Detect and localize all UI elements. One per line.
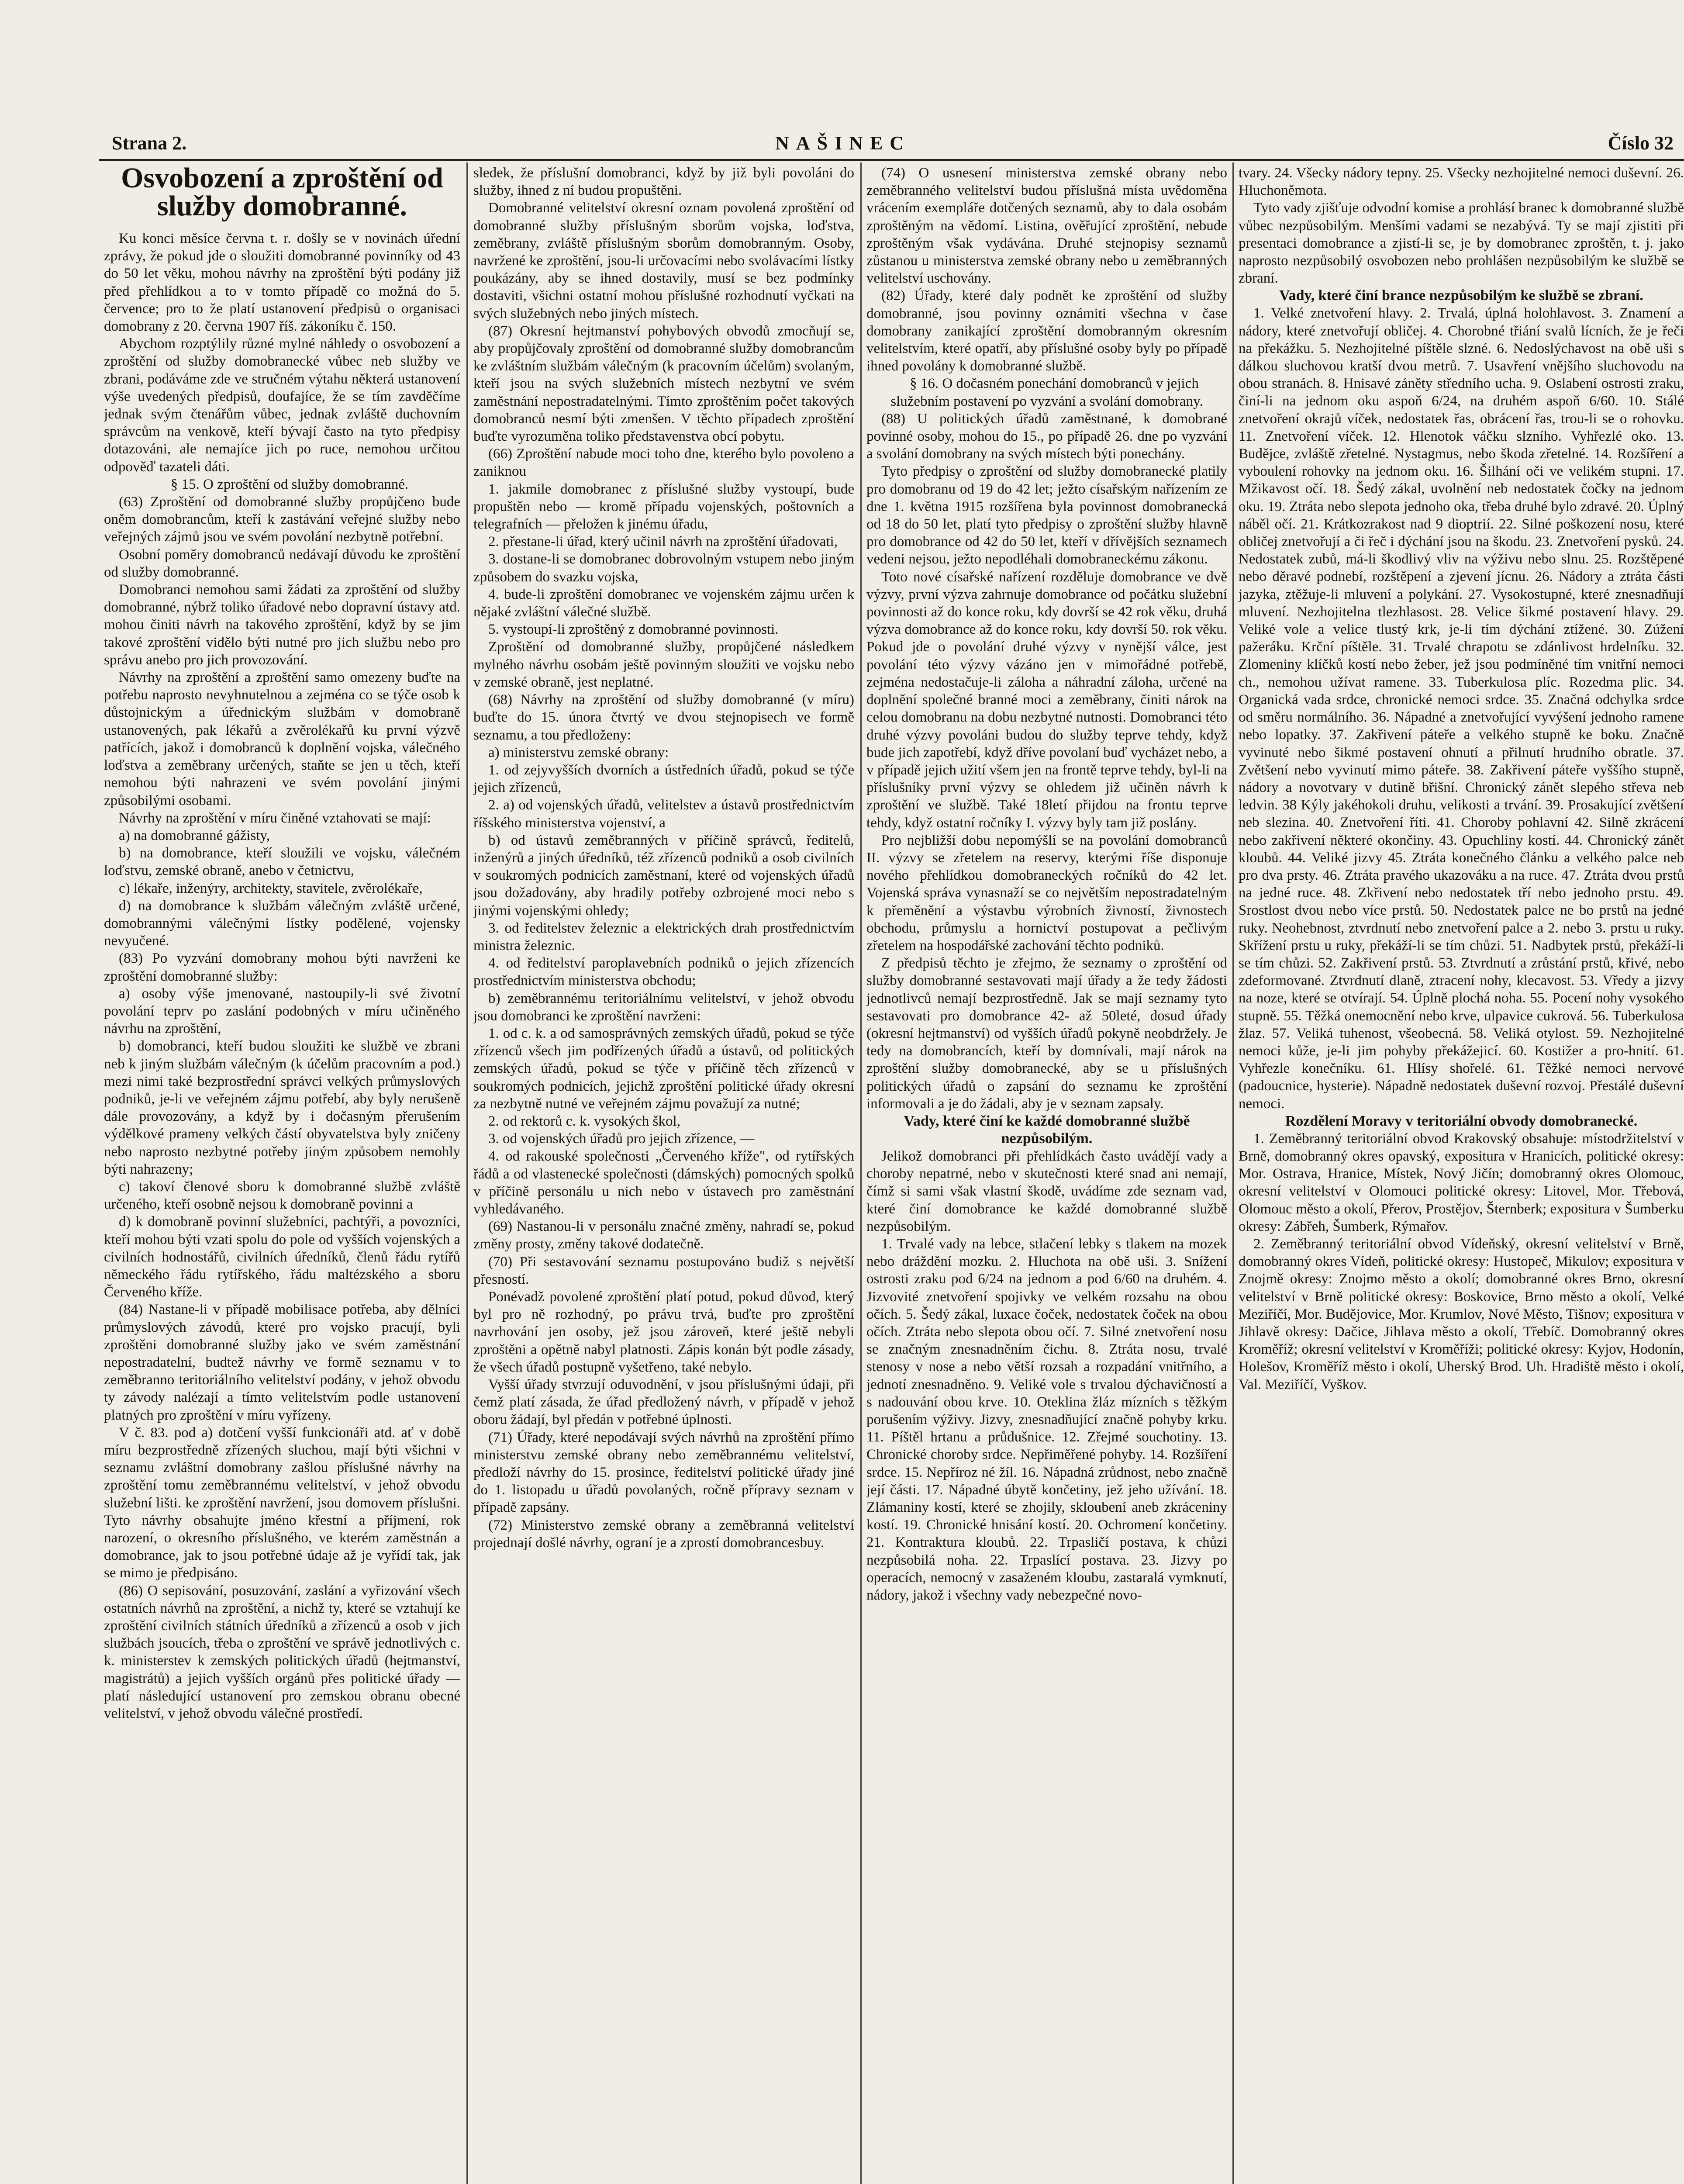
list-item: d) na domobrance k službám válečným zvláště určené, domobrannými válečnými lístky podělené, vojensky nevyučené. xyxy=(104,898,460,949)
column-divider xyxy=(860,162,862,2184)
paragraph: Pro nejbližší dobu nepomýšlí se na povolání domobranců II. výzvy se zřetelem na reservy, kterými říše disponuje nového přehlídkou domobraneckých ročníků do 42 let. Vojenská správa vynasnaží se co největším nepostradatelným k přeměnění a výstavbu výrobních živností, živnostech obchodu, průmyslu a hornictví postupovat a pečlivým zřetelem na hospodářské zachování těchto podniků. xyxy=(866,832,1227,954)
paragraph: (66) Zproštění nabude moci toho dne, kterého bylo povoleno a zaniknou xyxy=(473,446,854,480)
paragraph: tvary. 24. Všecky nádory tepny. 25. Všecky nezhojitelné nemoci duševní. 26. Hluchoněmota. xyxy=(1239,165,1684,199)
top-rule xyxy=(99,159,1684,161)
paragraph: Osobní poměry domobranců nedávají důvodu ke zproštění od služby domobranné. xyxy=(104,546,460,580)
list-item: 2. a) od vojenských úřadů, velitelstev a ústavů prostřednictvím říšského ministerstva vojenství, a xyxy=(473,797,854,831)
paragraph: 1. Trvalé vady na lebce, stlačení lebky s tlakem na mozek nebo dráždění mozku. 2. Hluchota na obě uši. 3. Snížení ostrosti zraku pod 6/24 na jednom a pod 6/60 na druhém. 4. Jizvovité znetvoření spojivky ve velkém rozsahu na obou očích. 5. Šedý zákal, luxace čoček, nedostatek čoček na obou očích. Ztráta nebo slepota obou očí. 7. Silné znetvoření nosu se značným znesnadněním čichu. 8. Ztráta nosu, trvalé stenosy v nose a nebo větší rozsah a rozpadání vnitřního, a jednotí znesnadněno. 9. Veliké vole s trvalou dýchavičností a s nadouvání obou krve. 10. Oteklina žláz mízních s těžkým porušením výživy. Jizvy, znesnadňující značně pohyby krku. 11. Píštěl hrtanu a průdušnice. 12. Zřejmé souchotiny. 13. Chronické choroby srdce. Nepřiměřené pohyby. 14. Rozšíření srdce. 15. Nepříroz né žíl. 16. Nápadná zrůdnost, nebo značně její části. 17. Nápadné úbytě končetiny, jež jeho užívání. 18. Zlámaniny kostí, které se zhojily, skloubení aneb zkráceniny kostí. 19. Chronické hnisání kostí. 20. Ochromení končetiny. 21. Kontraktura kloubů. 22. Trpasličí postava, k chůzi nezpůsobilá noha. 22. Trpaslící postava. 23. Jizvy po operacích, nemocný v zasaženém kloubu, zastaralá vymknutí, nádory, jakož i všechny vady nebezpečné novo- xyxy=(866,1236,1227,1603)
paragraph: (84) Nastane-li v případě mobilisace potřeba, aby dělníci průmyslových závodů, které pro vojsko pracují, byli zproštěni domobranné služby jako ve svém zaměstnání nepostradatelní, budtež návrhy ve formě seznamu v to zeměbranno teritoriálního velitelství podány, v jehož obvodu ty závody nalézají a tímto velitelstvím podle ustanovení platných pro zproštění v míru vyřízeny. xyxy=(104,1302,460,1423)
list-item: 4. od rakouské společnosti „Červeného kříže", od rytířských řádů a od vlastenecké společnosti (dámských) pomocných spolků v příčině personálu u nich nebo v ústavech pro zaměstnání vyhledávaného. xyxy=(473,1148,854,1217)
paragraph: Toto nové císařské nařízení rozděluje domobrance ve dvě výzvy, první výzva zahrnuje domobrance od počátku služební povinnosti až do konce roku, kdy dovrší se 42 rok věku, druhá výzva domobrance až do konce roku, kdy dovrší 50. rok věku. Pokud jde o povolání druhé výzvy v nynější válce, jest povolání této výzvy vázáno jen v mimořádné potřebě, zejména nedostačuje-li záloha a náhradní záloha, určené na doplnění společné branné moci a zeměbrany, činiti nárok na celou domobranu na dobu nezbytné nutnosti. Domobranci této druhé výzvy povoláni budou do služby teprve tehdy, když bude jich zapotřebí, když dříve povolaní buď vycházet nebo, a v případě jejich užití všem jen na frontě teprve tehdy, byl-li na příslušníky první výzvy se ohledem již učiněn návrh k zproštění ve službě. Také 18letí přijdou na frontu teprve tehdy, když ostatní ročníky I. výzvy byly tam již poslány. xyxy=(866,569,1227,831)
paragraph: (74) O usnesení ministerstva zemské obrany nebo zeměbranného velitelství budou příslušná místa uvědoměna vrácením exempláře dotčených seznamů, aby to dala osobám zproštěným na vědomí. Listina, ověřující zproštění, nebude zproštěným však vydávána. Druhé stejnopisy seznamů zůstanou u ministerstva zemské obrany nebo u zeměbranných velitelství uschovány. xyxy=(866,165,1227,287)
paragraph: Vyšší úřady stvrzují oduvodnění, v jsou příslušnými údaji, při čemž platí zásada, že úřad předložený návrh, v případě v jehož oboru žádají, byl předán v potřebné úplnosti. xyxy=(473,1377,854,1428)
paragraph: (86) O sepisování, posuzování, zaslání a vyřizování všech ostatních návrhů na zproštění, a nichž ty, které se vztahují ke zproštění civilních státních úředníků a zřízenců a osob v jich službách jsoucích, třeba o zproštění ve správě jednotlivých c. k. ministerstev k zemských politických úřadů (hejtmanství, magistrátů) a jejich vyšších orgánů přes politické úřady — platí následující ustanovení pro zemskou obranu obecné velitelství, v jehož obvodu válečné prostředí. xyxy=(104,1583,460,1722)
list-item: 2. od rektorů c. k. vysokých škol, xyxy=(488,1113,680,1129)
paragraph: Abychom rozptýlily různé mylné náhledy o osvobození a zproštění od služby domobranecké vůbec neb služby ve zbrani, podáváme zde ve stručném výtahu některá ustanovení výše uvedených předpisů, doufajíce, že se tím zavděčíme jednak svým čtenářům vůbec, jednak zvláště duchovním správcům na venkově, kteří bývají často na tyto předpisy dotazováni, ale nemajíce jich po ruce, nemohou určitou odpověď tazateli dáti. xyxy=(104,336,460,475)
paragraph: Ku konci měsíce června t. r. došly se v novinách úřední zprávy, že pokud jde o sloužiti domobranné povinníky od 43 do 50 let věku, mohou návrhy na zproštění býti podány již před přehlídkou a to v tomto případě co možná do 5. července; pro to že platí ustanovení předpisů o organisaci domobrany z 20. června 1907 říš. zákoníku č. 150. xyxy=(104,231,460,335)
list-item: 1. od zejyvyšších dvorních a ústředních úřadů, pokud se týče jejich zřízenců, xyxy=(473,762,854,796)
section-heading: § 16. O dočasném ponechání domobranců v jejich služebním postavení po vyzvání a svolání domobrany. xyxy=(890,376,1203,409)
paragraph: 1. Zeměbranný teritoriální obvod Krakovský obsahuje: místodržitelství v Brně, domobranný okres opavský, expositura v Hranicích, politické okresy: Mor. Ostrava, Hranice, Místek, Nový Jičín; domobranný okres Olomouc, okresní velitelství v Olomouci politické okresy: Litovel, Mor. Třebová, Olomouc město a okolí, Přerov, Prostějov, Šternberk; expositura v Šumberku okresy: Zábřeh, Šumberk, Rýmařov. xyxy=(1239,1130,1684,1234)
list-item: c) takoví členové sboru k domobranné službě zvláště určeného, kteří osobně nejsou k domobraně povinni a xyxy=(104,1178,460,1213)
paragraph: Domobranné velitelství okresní oznam povolená zproštění od domobranné služby příslušným sborům vojska, loďstva, zeměbrany, zvláště příslušným sborům domobranným. Osoby, navržené ke zproštění, jsou-li určovacími nebo svolávacími lístky poukázány, aby se ihned dostavily, musí se bez podmínky dostaviti, všichni ostatní mohou příslušné rozhodnutí vyčkati na svých služebných nebo jiných místech. xyxy=(473,200,854,321)
paragraph: Tyto předpisy o zproštění od služby domobranecké platily pro domobranu od 19 do 42 let; ježto císařským nařízením ze dne 1. května 1915 rozšířena byla povinnost domobranecká od 18 do 50 let, platí tyto předpisy o zproštění služby hlavně pro domobrance od 42 do 50 let, kteří v dřívějších seznamech vedeni nejsou, ježto nepodléhali domobraneckému zákonu. xyxy=(866,463,1227,567)
issue-number: Číslo 32 xyxy=(1608,132,1674,154)
column-divider xyxy=(466,162,468,2184)
paragraph: Domobranci nemohou sami žádati za zproštění od služby domobranné, nýbrž toliko úřadové nebo dopravní ústavy atd. mohou činiti návrh na takového zproštění, když by se jim takové zproštění vidělo býti nutné pro jich službu nebo pro správu anebo pro jich provozování. xyxy=(104,582,460,668)
list-item: b) od ústavů zeměbranných v příčině správců, ředitelů, inženýrů a jiných úředníků, též zřízenců podniků a osob civilních v soukromých podnicích zaměstnaní, které od vojenských úřadů jsou dožadovány, aby hradily potřeby ozbrojené moci nebo s jinými vojenskými ohledy; xyxy=(473,832,854,919)
paragraph: (88) U politických úřadů zaměstnané, k domobrané povinné osoby, mohou do 15., po případě 26. dne po vyzvání a svolání domobrany na svých místech býti ponechány. xyxy=(866,411,1227,462)
paragraph: Návrhy na zproštění v míru činěné vztahovati se mají: xyxy=(119,810,431,826)
list-item: a) na domobranné gážisty, xyxy=(119,827,270,843)
section-heading: § 15. O zproštění od služby domobranné. xyxy=(170,476,409,492)
paragraph: Z předpisů těchto je zřejmo, že seznamy o zproštění od služby domobranné sestavovati mají úřady a že tedy žádosti jednotlivců nemají bezprostředně. Jak se mají seznamy tyto sestavovati pro domobrance 42- až 50leté, dosud úřady (okresní hejtmanství) od vyšších úřadů pokyně neobdržely. Je tedy na domobrancích, kteří by domnívali, mají nárok na zproštění služby domobranecké, aby se u příslušných politických úřadů o zapsání do seznamu ke zproštění informovali a je do žádali, aby je v seznam zapsaly. xyxy=(866,955,1227,1112)
paragraph: (71) Úřady, které nepodávají svých návrhů na zproštění přímo ministerstvu zemské obrany nebo zeměbrannému velitelství, předloží návrhy do 15. prosince, ředitelství politické úřady jiné do 1. listopadu u úřadů povolaných, ročně přípravy seznam v případě zapsány. xyxy=(473,1429,854,1516)
paragraph: sledek, že příslušní domobranci, když by již byli povoláni do služby, ihned z ní budou propuštěni. xyxy=(473,165,854,199)
list-item: d) k domobraně povinní služebníci, pachtýři, a povozníci, kteří mohou býti vzati spolu do pole od vyšších vojenských a civilních hodnostářů, civilních úředníků, členů řádu rytířů německého řádu rytířského, řádu maltézského a sboru Červeného kříže. xyxy=(104,1214,460,1300)
article-headline: Osvobození a zproštění od služby domobranné. xyxy=(121,164,443,222)
paragraph: 2. Zeměbranný teritoriální obvod Vídeňský, okresní velitelství v Brně, domobranný okres Vídeň, politické okresy: Hustopeč, Mikulov; expositura v Znojmě okresy: Znojmo město a okolí; domobranné okres Brno, okresní velitelství v Brně politické okresy: Boskovice, Brno město a okolí, Velké Meziříčí, Mor. Budějovice, Mor. Krumlov, Nové Město, Tišnov; expositura v Jihlavě okresy: Dačice, Jihlava město a okolí, Třebíč. Domobranný okres Kroměříž; okresní velitelství v Kroměříži; politické okresy: Kyjov, Hodonín, Holešov, Kroměříž město i okolí, Uherský Brod. Uh. Hradiště město i okolí, Val. Meziříčí, Vyškov. xyxy=(1239,1236,1684,1393)
paragraph: (82) Úřady, které daly podnět ke zproštění od služby domobranné, jsou povinny oznámiti všechna v čase domobrany zanikající zproštění domobranným okresním velitelstvím, které opatří, aby příslušné osoby byly po případě ihned povolány k domobranné službě. xyxy=(866,288,1227,374)
list-item: 4. od ředitelství paroplavebních podniků o jejich zřízencích prostřednictvím ministerstva obchodu; xyxy=(473,955,854,989)
paragraph: Ponévadž povolené zproštění platí potud, pokud důvod, který byl pro ně rozhodný, po právu trvá, buďte pro zproštění navrhování jen osoby, jež jsou zároveň, které ještě nebyli zproštěni a opětně nabyl platnosti. Zápis konán být podle zásady, že všech úřadů postupně vyšetřeno, také nebylo. xyxy=(473,1289,854,1375)
section-heading: Vady, které činí brance nezpůsobilým ke službě se zbraní. xyxy=(1279,287,1643,304)
paragraph: Jelikož domobranci při přehlídkách často uvádějí vady a choroby nepatrné, nebo v skutečnosti které snad ani nemají, čímž si sami však vlastní škodě, uvádíme zde seznam vad, které činí domobrance ke každé domobranné službě nezpůsobilým. xyxy=(866,1148,1227,1234)
paragraph: (72) Ministerstvo zemské obrany a zeměbranná velitelství projednají došlé návrhy, ograní je a zprostí domobrancesbuy. xyxy=(473,1517,854,1551)
section-heading: Vady, které činí ke každé domobranné službě nezpůsobilým. xyxy=(904,1113,1190,1147)
paragraph: Tyto vady zjišťuje odvodní komise a prohlásí branec k domobranné službě vůbec nezpůsobilým. Menšími vadami se nezabývá. Ty se mají zjistiti při presentaci domobrance a zjistí-li se, je by domobranec zproštěn, t. j. jako naprosto nezpůsobilý osvobozen nebo prohlášen nezpůsobilým ke službě se zbraní. xyxy=(1239,200,1684,287)
list-item: b) domobranci, kteří budou sloužiti ke službě ve zbrani neb k jiným službám válečným (k účelům pracovním a pod.) mezi nimi také bezprostřední správci velkých průmyslových podniků, je-li ve veřejném zájmu potřebí, aby byly nerušeně dále provozovány, a když by i dočasným přerušením výdělkové prameny velkých částí obyvatelstva byly zničeny nebo naprosto nezbytné potřeby jiným způsobem nemohly býti nahrazeny; xyxy=(104,1038,460,1177)
column-2 xyxy=(473,164,854,2184)
list-item: 4. bude-li zproštění domobranec ve vojenském zájmu určen k nějaké zvláštní válečné službě. xyxy=(473,586,854,620)
list-item: 3. od ředitelstev železnic a elektrických drah prostřednictvím ministra železnic. xyxy=(473,920,854,954)
list-item: a) osoby výše jmenované, nastoupily-li své životní povolání teprv po zaslání podobných v míru učiněného návrhu na zproštění, xyxy=(104,985,460,1037)
column-divider xyxy=(1232,162,1234,2184)
list-item: 3. od vojenských úřadů pro jejich zřízence, — xyxy=(488,1131,755,1147)
section-heading: Rozdělení Moravy v teritoriální obvody domobranecké. xyxy=(1285,1113,1638,1129)
paragraph: Zproštění od domobranné služby, propůjčené následkem mylného návrhu osobám ještě povinným sloužiti ve vojsku nebo v zemské obraně, jest neplatné. xyxy=(473,639,854,690)
list-item: 3. dostane-li se domobranec dobrovolným vstupem nebo jiným způsobem do svazku vojska, xyxy=(473,551,854,585)
list-item: c) lékaře, inženýry, architekty, stavitele, zvěrolékaře, xyxy=(119,880,423,896)
paragraph: (69) Nastanou-li v personálu značné změny, nahradí se, pokud změny prosty, změny takové dodatečně. xyxy=(473,1219,854,1252)
paragraph: (83) Po vyzvání domobrany mohou býti navrženi ke zproštění domobranné služby: xyxy=(104,950,460,984)
paragraph: (87) Okresní hejtmanství pohybových obvodů zmocňují se, aby propůjčovaly zproštění od domobranné služby domobrancům ke zvláštním službám válečným (k pracovním účelům) svolaným, kteří jsou na svých služebních místech nezbytní ve svém zaměstnání nepostradatelnými. Tímto zproštěním počet takových domobranců nesmí býti zmenšen. V těchto případech zproštění buďte vyrozuměna toliko představenstva obcí pobytu. xyxy=(473,323,854,445)
list-item: a) ministerstvu zemské obrany: xyxy=(488,744,669,760)
paragraph: Návrhy na zproštění a zproštění samo omezeny buďte na potřebu naprosto nevyhnutelnou a zejména co se týče osob k důstojnickým a úřednickým službám v domobraně ustanovených, pak lékařů a zvěrolékařů ku první výzvě patřících, jakož i domobranců k doplnění vojska, válečného loďstva a zeměbrany určených, staňte se jen u těch, kteří nemohou býti nahrazeni ve svém povolání jinými způsobilými osobami. xyxy=(104,670,460,809)
paragraph: (63) Zproštění od domobranné služby propůjčeno bude oněm domobrancům, kteří k zastávání veřejné služby nebo veřejných zájmů jsou ve svém povolání nezbytně potřební. xyxy=(104,494,460,545)
list-item: 1. od c. k. a od samosprávných zemských úřadů, pokud se týče zřízenců všech jim podřízených úřadů a ústavů, od politických zemských úřadů, pokud se týče v příčině těch zřízenců v soukromých podnicích, jejichž zproštění politické úřady okresní za nezbytně nutné ve veřejném zájmu považují za nutné; xyxy=(473,1025,854,1112)
paragraph: (70) Při sestavování seznamu postupováno budiž s největší přesností. xyxy=(473,1254,854,1287)
column-3 xyxy=(866,164,1227,2184)
column-1 xyxy=(104,164,460,2184)
list-item: 5. vystoupí-li zproštěný z domobranné povinnosti. xyxy=(488,622,779,638)
masthead: NAŠINEC xyxy=(775,132,911,154)
page-number: Strana 2. xyxy=(112,132,187,154)
paragraph: V č. 83. pod a) dotčení vyšší funkcionáři atd. ať v době míru bezprostředně zřízených sluchou, mají býti všichni v seznamu zvláštní domobrany zašlou příslušné návrhy na zproštění tomu zeměbrannému velitelství, v jehož obvodu služební lišti. ke zproštění navržení, jsou domovem příslušni. Tyto návrhy obsahujte jméno křestní a příjmení, rok narození, o okresního příslušného, ve kterém zaměstnán a domobrance, jak to jsou potřebné údaje až je vyřídí tak, jak se mimo je předpisáno. xyxy=(104,1424,460,1581)
list-item: b) na domobrance, kteří sloužili ve vojsku, válečném loďstvu, zemské obraně, anebo v četnictvu, xyxy=(104,845,460,879)
paragraph: (68) Návrhy na zproštění od služby domobranné (v míru) buďte do 15. února čtvrtý ve dvou stejnopisech ve formě seznamu, a tou předloženy: xyxy=(473,692,854,743)
column-4 xyxy=(1239,164,1684,2184)
paragraph: 1. Velké znetvoření hlavy. 2. Trvalá, úplná holohlavost. 3. Znamení a nádory, které znetvořují obličej. 4. Chorobné třiání svalů lícních, že je řeči na překážku. 5. Nezhojitelné píštěle slzné. 6. Nedoslýchavost na obě uši s dálkou sluchovou kratší dvou metrů. 7. Usavření vnějšího sluchovodu na obou stranách. 8. Hnisavé záněty středního ucha. 9. Oslabení ostrosti zraku, činí-li na jednom oku aspoň 6/24, na druhém aspoň 6/60. 10. Stálé znetvoření okrajů víček, nedostatek řas, obrácení řas, trou-li se o rohovku. 11. Znetvoření víček. 12. Hlenotok váčku slzního. Vyhřezlé oko. 13. Budějce, zvláště zřetelné. Nystagmus, nebo škoda zřetelné. 14. Rozšíření a vyboulení rohovky na jednom oku. 16. Šilhání oči ve velikém stupni. 17. Mžikavost očí. 18. Šedý zákal, uvolnění neb nedostatek čočky na jednom oku. 19. Ztráta nebo slepota jednoho oka, třeba druhé bylo zdravé. 20. Úplný náběl očí. 21. Krátkozrakost nad 9 dioptrií. 22. Silné poškození nosu, které obličej znetvořují a či řeč i dýchání jsou na škodu. 23. Znetvoření pysků. 24. Nedostatek zubů, má-li škodlivý vliv na výživu nebo slnu. 25. Rozštěpené nebo děravé podnebí, rozštěpení a zjevení jícnu. 26. Nádory a ztráta části jazyka, ztěžuje-li mluvení a polykání. 27. Vysokostupné, které znesnadňují mluvení. Nezhojitelna tlezhlasost. 28. Velice šikmé postavení hlavy. 29. Veliké vole a velice tlustý krk, je-li tím dýchání ztížené. 30. Zúžení pažeráku. Krční píštěle. 31. Trvalé chrapotu se zdánlivost hrdelníku. 32. Zlomeniny klíčků kostí nebo žeber, jež jsou podmíněné tím vnitřní nemoci ch., nemohou užívat ramene. 33. Tuberkulosa plíc. Rozedma plic. 34. Organická vada srdce, chronické nemoci srdce. 35. Značná odchylka srdce od směru normálního. 36. Nápadné a znetvořující vyvýšení jednoho ramene nebo lopatky. 37. Zakřivení páteře a velkého stupně ke boku. Značně vyvinuté nebo šikmé postavení ohnutí a přilnutí hrudního obratle. 37. Zvětšení nebo vyvinutí mimo páteře. 38. Zakřivení páteře vyššího stupně, nádory a novotvary v dutině břišní. Chronický zánět slepého střeva neb ledvin. 38 Kýly jakéhokoli druhu, velikosti a trvání. 39. Prosakující zvětšení neb slezina. 40. Znetvoření říti. 41. Choroby pohlavní 42. Silně zkrácení nebo zakřivení některé okončiny. 43. Opuchliny kostí. 44. Chronický zánět kloubů. 44. Veliké jizvy 45. Ztráta konečného článku a velkého palce neb pro dva prsty. 46. Ztráta pravého ukazováku a na ruce. 47. Ztráta dvou prstů na jedné ruce. 48. Zkřivení nebo nedostatek tří nebo jednoho prstu. 49. Srostlost dvou nebo více prstů. 50. Nedostatek palce ne bo prstů na jedné ruky. Neohebnost, ztvrdnutí nebo znetvoření palce a 2. nebo 3. prstu u ruky. Skřížení prstu u ruky, překáží-li se tím chůzi. 51. Nadbytek prstů, překáží-li se tím chůzi. 52. Zakřivení prstů. 53. Ztvrdnutí a zrůstání prstů, křivé, nebo zdeformované. Ztvrdnutí dlaně, ztracení nohy, klecavost. 53. Vředy a jizvy na noze, které se otvírají. 54. Úplně plochá noha. 55. Pocení nohy vysokého stupně. 55. Těžká onemocnění nebo krve, ulpavice cukrová. 56. Tuberkulosa žlaz. 57. Veliká tuhenost, všeobecná. 58. Veliká otylost. 59. Nezhojitelné nemoci kůže, je-li jim pohyby překážejicí. 60. Kostižer a pro-hnití. 61. Vyhřezle konečníku. 61. Hlísy shořelé. 61. Těžké nemoci nervové (padoucnice, hysterie). Nápadně nedostatek duševní rozvoj. Přestálé duševní nemoci. xyxy=(1239,305,1684,1112)
list-item: b) zeměbrannému teritoriálnímu velitelství, v jehož obvodu jsou domobranci ke zproštění navrženi: xyxy=(473,990,854,1024)
list-item: 2. přestane-li úřad, který učinil návrh na zproštění úřadovati, xyxy=(488,534,838,550)
list-item: 1. jakmile domobranec z příslušné služby vystoupí, bude propuštěn nebo — kromě případu vojenských, poštovních a telegrafních — přeložen k jinému úřadu, xyxy=(473,481,854,532)
